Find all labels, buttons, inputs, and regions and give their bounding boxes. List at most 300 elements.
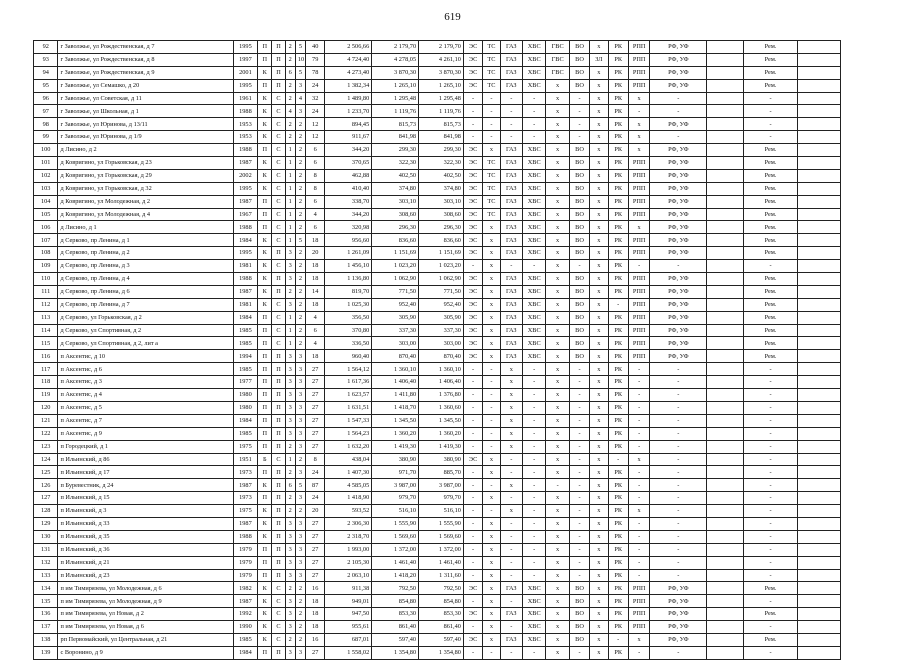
cell-drainage: -	[569, 517, 589, 530]
cell-repair-status: -	[744, 479, 798, 492]
cell-address: п Аксентис, д 4	[58, 389, 233, 402]
cell-apartments: 8	[306, 453, 325, 466]
cell-year-built: 1987	[233, 595, 257, 608]
cell-facade-works: -	[650, 505, 707, 518]
cell-total-area: 955,61	[325, 621, 372, 634]
cell-floor-material: С	[272, 144, 285, 157]
cell-repair-status: -	[744, 595, 798, 608]
cell-floor-material: П	[272, 363, 285, 376]
cell-row-number: 122	[34, 427, 58, 440]
cell-facade-works: РФ, УФ	[650, 221, 707, 234]
cell-total-area: 336,50	[325, 337, 372, 350]
cell-residential-area: 1 023,20	[419, 260, 464, 273]
cell-roof: РК	[608, 41, 628, 54]
cell-total-area: 819,70	[325, 285, 372, 298]
cell-row-number: 124	[34, 453, 58, 466]
cell-entrances: 2	[295, 195, 305, 208]
cell-elevator: -	[628, 376, 649, 389]
cell-floors: 2	[285, 79, 295, 92]
cell-electricity: ЭС	[463, 41, 482, 54]
cell-entrances: 3	[295, 556, 305, 569]
cell-elevator: -	[628, 569, 649, 582]
cell-floors: 2	[285, 582, 295, 595]
cell-electricity: ЭС	[463, 453, 482, 466]
cell-note-col	[798, 376, 841, 389]
cell-cold-water: ХВС	[523, 208, 546, 221]
cell-year-built: 1982	[233, 582, 257, 595]
cell-residential-area: 1 151,69	[419, 247, 464, 260]
cell-repair-status: Рем.	[744, 234, 798, 247]
cell-hot-water: х	[546, 285, 569, 298]
cell-entrances: 2	[295, 182, 305, 195]
cell-floor-material: П	[272, 53, 285, 66]
cell-repair-status: Рем.	[744, 285, 798, 298]
cell-entrances: 3	[295, 427, 305, 440]
cell-floors: 2	[285, 633, 295, 646]
cell-residential-area: 815,73	[419, 118, 464, 131]
cell-gas: х	[500, 479, 522, 492]
cell-garbage-chute: х	[590, 376, 608, 389]
cell-roof: РК	[608, 337, 628, 350]
cell-residential-area: 305,90	[419, 311, 464, 324]
cell-row-number: 116	[34, 350, 58, 363]
cell-floors: 3	[285, 273, 295, 286]
cell-floor-material: С	[272, 582, 285, 595]
cell-electricity: -	[463, 260, 482, 273]
cell-floors: 1	[285, 221, 295, 234]
cell-repair-status: Рем.	[744, 273, 798, 286]
cell-living-area: 3 987,00	[372, 479, 419, 492]
cell-gas: х	[500, 376, 522, 389]
cell-living-area: 836,60	[372, 234, 419, 247]
cell-floor-material: П	[272, 543, 285, 556]
cell-address: д Серково, ул Спортивная, д 2, лит а	[58, 337, 233, 350]
cell-address: д Ковригино, ул Горьковская, д 29	[58, 169, 233, 182]
cell-cold-water: ХВС	[523, 221, 546, 234]
cell-repair-status: -	[744, 453, 798, 466]
cell-floor-material: С	[272, 118, 285, 131]
cell-garbage-chute: х	[590, 543, 608, 556]
cell-drainage: ВО	[569, 311, 589, 324]
cell-wall-material: П	[258, 414, 272, 427]
cell-reserve-col	[707, 144, 744, 157]
cell-hot-water: х	[546, 414, 569, 427]
cell-apartments: 8	[306, 169, 325, 182]
cell-row-number: 137	[34, 621, 58, 634]
cell-garbage-chute: х	[590, 427, 608, 440]
table-row	[34, 105, 841, 118]
cell-address: п Аксентис, д 9	[58, 427, 233, 440]
cell-elevator: РПП	[628, 285, 649, 298]
cell-heating: ТС	[483, 41, 500, 54]
cell-residential-area: 1 354,80	[419, 646, 464, 659]
cell-living-area: 296,30	[372, 221, 419, 234]
cell-roof: РК	[608, 285, 628, 298]
cell-row-number: 125	[34, 466, 58, 479]
cell-apartments: 18	[306, 621, 325, 634]
cell-roof: РК	[608, 157, 628, 170]
cell-hot-water: х	[546, 221, 569, 234]
cell-row-number: 93	[34, 53, 58, 66]
cell-year-built: 1977	[233, 376, 257, 389]
cell-living-area: 305,90	[372, 311, 419, 324]
cell-heating: х	[483, 350, 500, 363]
cell-repair-status: -	[744, 646, 798, 659]
cell-year-built: 1973	[233, 466, 257, 479]
cell-floors: 1	[285, 144, 295, 157]
cell-facade-works: РФ, УФ	[650, 182, 707, 195]
cell-gas: ГАЗ	[500, 337, 522, 350]
cell-garbage-chute: х	[590, 324, 608, 337]
cell-year-built: 2001	[233, 66, 257, 79]
cell-total-area: 1 564,23	[325, 427, 372, 440]
cell-floors: 3	[285, 350, 295, 363]
cell-hot-water: х	[546, 621, 569, 634]
cell-reserve-col	[707, 169, 744, 182]
cell-repair-status: Рем.	[744, 298, 798, 311]
cell-heating: ТС	[483, 79, 500, 92]
cell-gas: ГАЗ	[500, 273, 522, 286]
cell-reserve-col	[707, 285, 744, 298]
cell-wall-material: К	[258, 479, 272, 492]
cell-apartments: 27	[306, 376, 325, 389]
cell-residential-area: 322,30	[419, 157, 464, 170]
cell-total-area: 1 456,10	[325, 260, 372, 273]
cell-elevator: РПП	[628, 169, 649, 182]
cell-elevator: -	[628, 440, 649, 453]
cell-year-built: 1988	[233, 221, 257, 234]
cell-garbage-chute: х	[590, 298, 608, 311]
cell-electricity: ЭС	[463, 337, 482, 350]
cell-cold-water: -	[523, 466, 546, 479]
cell-heating: -	[483, 389, 500, 402]
cell-entrances: 2	[295, 621, 305, 634]
cell-year-built: 1953	[233, 118, 257, 131]
cell-electricity: -	[463, 389, 482, 402]
cell-elevator: х	[628, 505, 649, 518]
cell-electricity: -	[463, 376, 482, 389]
cell-entrances: 5	[295, 479, 305, 492]
cell-gas: ГАЗ	[500, 608, 522, 621]
cell-note-col	[798, 530, 841, 543]
cell-repair-status: -	[744, 530, 798, 543]
cell-living-area: 1 023,20	[372, 260, 419, 273]
cell-garbage-chute: х	[590, 633, 608, 646]
cell-facade-works: РФ, УФ	[650, 350, 707, 363]
cell-electricity: ЭС	[463, 169, 482, 182]
cell-gas: -	[500, 595, 522, 608]
cell-row-number: 117	[34, 363, 58, 376]
cell-facade-works: -	[650, 376, 707, 389]
cell-year-built: 1988	[233, 105, 257, 118]
cell-gas: ГАЗ	[500, 221, 522, 234]
cell-electricity: ЭС	[463, 633, 482, 646]
cell-gas: -	[500, 517, 522, 530]
cell-hot-water: х	[546, 337, 569, 350]
cell-total-area: 4 724,40	[325, 53, 372, 66]
cell-cold-water: ХВС	[523, 195, 546, 208]
cell-repair-status: Рем.	[744, 582, 798, 595]
cell-entrances: 2	[295, 595, 305, 608]
table-row	[34, 621, 841, 634]
cell-residential-area: 854,80	[419, 595, 464, 608]
cell-total-area: 4 273,40	[325, 66, 372, 79]
cell-electricity: -	[463, 569, 482, 582]
cell-cold-water: -	[523, 118, 546, 131]
cell-hot-water: х	[546, 569, 569, 582]
cell-heating: ТС	[483, 53, 500, 66]
cell-reserve-col	[707, 131, 744, 144]
cell-address: п Ильинский, д 86	[58, 453, 233, 466]
cell-hot-water: х	[546, 234, 569, 247]
cell-cold-water: ХВС	[523, 350, 546, 363]
cell-year-built: 1984	[233, 414, 257, 427]
table-row	[34, 337, 841, 350]
cell-drainage: -	[569, 363, 589, 376]
cell-gas: х	[500, 401, 522, 414]
cell-residential-area: 1 419,30	[419, 440, 464, 453]
cell-cold-water: ХВС	[523, 285, 546, 298]
cell-floor-material: П	[272, 273, 285, 286]
cell-hot-water: х	[546, 324, 569, 337]
cell-note-col	[798, 221, 841, 234]
cell-living-area: 854,80	[372, 595, 419, 608]
cell-elevator: -	[628, 260, 649, 273]
cell-reserve-col	[707, 208, 744, 221]
cell-total-area: 356,50	[325, 311, 372, 324]
cell-electricity: -	[463, 505, 482, 518]
cell-elevator: -	[628, 517, 649, 530]
cell-repair-status: Рем.	[744, 144, 798, 157]
cell-apartments: 27	[306, 569, 325, 582]
cell-living-area: 1 295,48	[372, 92, 419, 105]
cell-floor-material: С	[272, 337, 285, 350]
cell-floor-material: С	[272, 298, 285, 311]
cell-address: п Ильинский, д 21	[58, 556, 233, 569]
cell-apartments: 78	[306, 66, 325, 79]
cell-living-area: 771,50	[372, 285, 419, 298]
cell-total-area: 2 063,10	[325, 569, 372, 582]
cell-electricity: -	[463, 543, 482, 556]
cell-apartments: 87	[306, 479, 325, 492]
cell-address: с Воронино, д 9	[58, 646, 233, 659]
cell-heating: ТС	[483, 66, 500, 79]
cell-apartments: 6	[306, 195, 325, 208]
cell-reserve-col	[707, 195, 744, 208]
cell-hot-water: х	[546, 440, 569, 453]
cell-total-area: 370,65	[325, 157, 372, 170]
cell-garbage-chute: х	[590, 530, 608, 543]
cell-garbage-chute: х	[590, 646, 608, 659]
cell-floors: 3	[285, 247, 295, 260]
cell-floor-material: С	[272, 221, 285, 234]
cell-heating: х	[483, 608, 500, 621]
cell-reserve-col	[707, 621, 744, 634]
cell-electricity: -	[463, 479, 482, 492]
cell-heating: х	[483, 556, 500, 569]
cell-elevator: РПП	[628, 247, 649, 260]
cell-garbage-chute: ЗЛ	[590, 53, 608, 66]
cell-hot-water: х	[546, 505, 569, 518]
cell-reserve-col	[707, 479, 744, 492]
cell-roof: РК	[608, 324, 628, 337]
cell-electricity: ЭС	[463, 53, 482, 66]
cell-living-area: 952,40	[372, 298, 419, 311]
cell-hot-water: х	[546, 105, 569, 118]
cell-facade-works: -	[650, 131, 707, 144]
cell-hot-water: х	[546, 556, 569, 569]
cell-row-number: 94	[34, 66, 58, 79]
cell-reserve-col	[707, 182, 744, 195]
cell-heating: -	[483, 105, 500, 118]
cell-entrances: 3	[295, 79, 305, 92]
cell-wall-material: К	[258, 260, 272, 273]
cell-entrances: 2	[295, 131, 305, 144]
cell-roof: РК	[608, 182, 628, 195]
cell-year-built: 1987	[233, 285, 257, 298]
cell-total-area: 1 489,80	[325, 92, 372, 105]
cell-repair-status: -	[744, 389, 798, 402]
cell-entrances: 2	[295, 144, 305, 157]
cell-roof: РК	[608, 92, 628, 105]
cell-hot-water: х	[546, 273, 569, 286]
cell-hot-water: ГВС	[546, 41, 569, 54]
cell-floor-material: С	[272, 311, 285, 324]
cell-roof: РК	[608, 543, 628, 556]
cell-total-area: 2 506,66	[325, 41, 372, 54]
cell-garbage-chute: х	[590, 169, 608, 182]
cell-row-number: 104	[34, 195, 58, 208]
cell-floors: 1	[285, 453, 295, 466]
cell-apartments: 6	[306, 324, 325, 337]
cell-row-number: 109	[34, 260, 58, 273]
cell-total-area: 960,40	[325, 350, 372, 363]
cell-floor-material: С	[272, 105, 285, 118]
cell-drainage: -	[569, 646, 589, 659]
cell-address: г Заволжье, ул Рождественская, д 9	[58, 66, 233, 79]
cell-entrances: 5	[295, 234, 305, 247]
cell-drainage: -	[569, 543, 589, 556]
cell-facade-works: РФ, УФ	[650, 79, 707, 92]
cell-note-col	[798, 389, 841, 402]
cell-gas: -	[500, 492, 522, 505]
cell-drainage: ВО	[569, 273, 589, 286]
cell-facade-works: -	[650, 543, 707, 556]
cell-apartments: 27	[306, 401, 325, 414]
cell-repair-status: -	[744, 543, 798, 556]
cell-row-number: 136	[34, 608, 58, 621]
cell-address: п Аксентис, д 7	[58, 414, 233, 427]
cell-elevator: -	[628, 530, 649, 543]
cell-floors: 3	[285, 646, 295, 659]
cell-drainage: -	[569, 401, 589, 414]
cell-facade-works: РФ, УФ	[650, 595, 707, 608]
cell-electricity: -	[463, 466, 482, 479]
cell-floors: 3	[285, 569, 295, 582]
cell-address: п Ильинский, д 15	[58, 492, 233, 505]
cell-roof: РК	[608, 517, 628, 530]
cell-living-area: 1 360,10	[372, 363, 419, 376]
cell-entrances: 3	[295, 401, 305, 414]
cell-address: рп Первомайский, ул Центральная, д 21	[58, 633, 233, 646]
cell-drainage: -	[569, 389, 589, 402]
cell-floor-material: П	[272, 569, 285, 582]
cell-facade-works: РФ, УФ	[650, 41, 707, 54]
cell-year-built: 1984	[233, 311, 257, 324]
cell-hot-water: х	[546, 144, 569, 157]
cell-wall-material: К	[258, 517, 272, 530]
cell-living-area: 815,73	[372, 118, 419, 131]
cell-row-number: 95	[34, 79, 58, 92]
cell-note-col	[798, 324, 841, 337]
cell-drainage: -	[569, 118, 589, 131]
cell-roof: РК	[608, 118, 628, 131]
cell-reserve-col	[707, 646, 744, 659]
cell-wall-material: К	[258, 633, 272, 646]
cell-electricity: -	[463, 517, 482, 530]
cell-reserve-col	[707, 118, 744, 131]
cell-drainage: ВО	[569, 298, 589, 311]
cell-note-col	[798, 453, 841, 466]
cell-electricity: ЭС	[463, 157, 482, 170]
cell-cold-water: ХВС	[523, 337, 546, 350]
cell-address: д Серково, ул Горьковская, д 2	[58, 311, 233, 324]
cell-facade-works: -	[650, 453, 707, 466]
cell-residential-area: 1 265,10	[419, 79, 464, 92]
table-row	[34, 453, 841, 466]
cell-heating: х	[483, 144, 500, 157]
cell-row-number: 106	[34, 221, 58, 234]
cell-reserve-col	[707, 350, 744, 363]
cell-wall-material: К	[258, 234, 272, 247]
cell-electricity: ЭС	[463, 221, 482, 234]
cell-total-area: 4 585,05	[325, 479, 372, 492]
cell-floors: 3	[285, 621, 295, 634]
cell-roof: РК	[608, 221, 628, 234]
cell-elevator: РПП	[628, 182, 649, 195]
cell-apartments: 20	[306, 247, 325, 260]
cell-heating: х	[483, 543, 500, 556]
cell-facade-works: -	[650, 105, 707, 118]
cell-reserve-col	[707, 427, 744, 440]
cell-electricity: -	[463, 440, 482, 453]
cell-total-area: 1 547,33	[325, 414, 372, 427]
cell-elevator: РПП	[628, 195, 649, 208]
cell-hot-water: ГВС	[546, 53, 569, 66]
cell-living-area: 322,30	[372, 157, 419, 170]
cell-cold-water: ХВС	[523, 53, 546, 66]
cell-wall-material: П	[258, 401, 272, 414]
cell-floors: 1	[285, 311, 295, 324]
cell-repair-status: -	[744, 556, 798, 569]
table-row	[34, 260, 841, 273]
cell-roof: РК	[608, 440, 628, 453]
table-row	[34, 157, 841, 170]
cell-wall-material: П	[258, 41, 272, 54]
cell-electricity: ЭС	[463, 144, 482, 157]
cell-floor-material: П	[272, 401, 285, 414]
cell-year-built: 1980	[233, 401, 257, 414]
cell-roof: РК	[608, 363, 628, 376]
cell-cold-water: ХВС	[523, 633, 546, 646]
cell-drainage: -	[569, 131, 589, 144]
cell-note-col	[798, 169, 841, 182]
cell-living-area: 299,30	[372, 144, 419, 157]
cell-repair-status: -	[744, 363, 798, 376]
table-row	[34, 466, 841, 479]
cell-address: д Ковригино, ул Горьковская, д 23	[58, 157, 233, 170]
cell-garbage-chute: х	[590, 389, 608, 402]
